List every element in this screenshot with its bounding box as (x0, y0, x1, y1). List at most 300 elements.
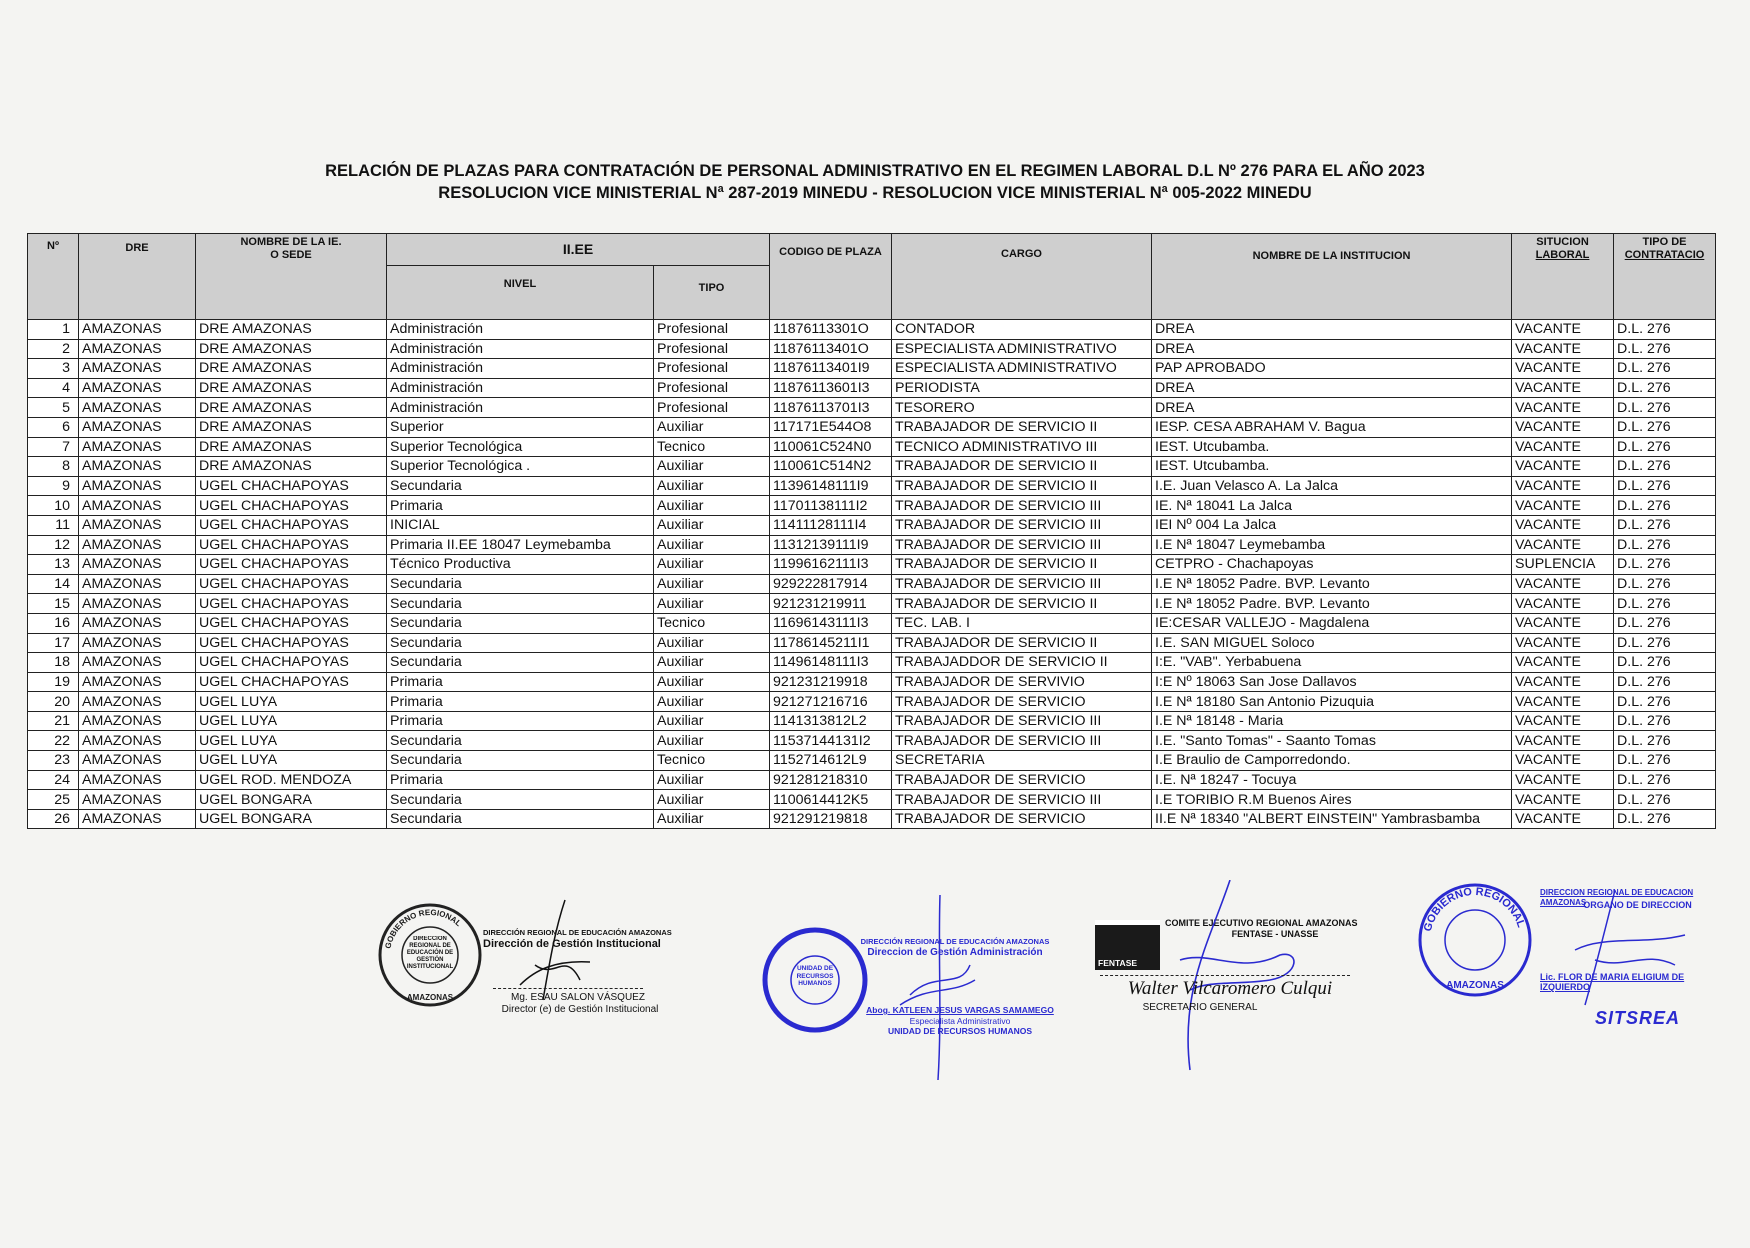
table-row (28, 515, 1716, 535)
row-situacion: VACANTE (1512, 417, 1614, 437)
row-tipo: Tecnico (654, 751, 770, 771)
row-dre: AMAZONAS (79, 751, 196, 771)
row-situacion: VACANTE (1512, 594, 1614, 614)
row-situacion: VACANTE (1512, 751, 1614, 771)
signature-block-2 (760, 895, 1060, 1085)
row-cargo: TRABAJADOR DE SERVICIO III (892, 496, 1152, 516)
row-dre: AMAZONAS (79, 437, 196, 457)
row-dre: AMAZONAS (79, 378, 196, 398)
row-sede: DRE AMAZONAS (196, 339, 387, 359)
row-situacion: VACANTE (1512, 320, 1614, 340)
table-row (28, 692, 1716, 712)
sig2-office-line1: DIRECCIÓN REGIONAL DE EDUCACIÓN AMAZONAS (860, 937, 1050, 946)
row-institucion: DREA (1152, 398, 1512, 418)
row-situacion: VACANTE (1512, 515, 1614, 535)
row-situacion: VACANTE (1512, 711, 1614, 731)
row-contratacion: D.L. 276 (1614, 751, 1716, 771)
sig3-org-line2: FENTASE - UNASSE (1231, 929, 1319, 939)
row-cargo: TRABAJADOR DE SERVICIO II (892, 555, 1152, 575)
row-nivel: Secundaria (387, 594, 654, 614)
row-nivel: Secundaria (387, 751, 654, 771)
row-situacion: VACANTE (1512, 476, 1614, 496)
row-sede: UGEL LUYA (196, 751, 387, 771)
row-num: 9 (28, 476, 79, 496)
row-tipo: Tecnico (654, 613, 770, 633)
row-nivel: Administración (387, 378, 654, 398)
row-dre: AMAZONAS (79, 574, 196, 594)
table-body (28, 320, 1716, 829)
row-dre: AMAZONAS (79, 711, 196, 731)
row-cargo: TRABAJADOR DE SERVICIO (892, 809, 1152, 829)
row-dre: AMAZONAS (79, 359, 196, 379)
seal4-ring-text: GOBIERNO REGIONAL (1421, 885, 1528, 933)
row-situacion: VACANTE (1512, 398, 1614, 418)
table-row (28, 320, 1716, 340)
header-situacion-line2: LABORAL (1535, 249, 1590, 261)
header-institucion: NOMBRE DE LA INSTITUCION (1152, 234, 1512, 320)
row-contratacion: D.L. 276 (1614, 790, 1716, 810)
row-nivel: Secundaria (387, 731, 654, 751)
row-nivel: Administración (387, 398, 654, 418)
row-sede: DRE AMAZONAS (196, 417, 387, 437)
table-row (28, 535, 1716, 555)
row-codigo: 11696143111I3 (770, 613, 892, 633)
sig1-line (493, 988, 643, 989)
row-sede: UGEL BONGARA (196, 790, 387, 810)
row-num: 15 (28, 594, 79, 614)
header-tipo: TIPO (654, 266, 770, 320)
table-row (28, 790, 1716, 810)
row-sede: UGEL CHACHAPOYAS (196, 574, 387, 594)
row-situacion: VACANTE (1512, 653, 1614, 673)
sig3-org-line1: COMITE EJECUTIVO REGIONAL AMAZONAS (1165, 918, 1358, 928)
row-num: 10 (28, 496, 79, 516)
header-codigo: CODIGO DE PLAZA (770, 234, 892, 320)
header-num: Nº (28, 234, 79, 320)
row-situacion: VACANTE (1512, 574, 1614, 594)
row-num: 8 (28, 457, 79, 477)
row-codigo: 110061C524N0 (770, 437, 892, 457)
row-institucion: DREA (1152, 378, 1512, 398)
row-tipo: Auxiliar (654, 476, 770, 496)
row-codigo: 1141313812L2 (770, 711, 892, 731)
row-cargo: TRABAJADOR DE SERVICIO III (892, 574, 1152, 594)
row-situacion: VACANTE (1512, 770, 1614, 790)
row-nivel: Secundaria (387, 476, 654, 496)
row-sede: DRE AMAZONAS (196, 359, 387, 379)
row-tipo: Auxiliar (654, 770, 770, 790)
row-dre: AMAZONAS (79, 692, 196, 712)
header-sede-line1: NOMBRE DE LA IE. (240, 236, 342, 248)
row-sede: UGEL LUYA (196, 731, 387, 751)
row-situacion: VACANTE (1512, 790, 1614, 810)
row-cargo: TRABAJADOR DE SERVICIO (892, 692, 1152, 712)
row-institucion: I.E Nª 18047 Leymebamba (1152, 535, 1512, 555)
row-tipo: Auxiliar (654, 731, 770, 751)
row-sede: UGEL LUYA (196, 692, 387, 712)
row-cargo: TRABAJADOR DE SERVICIO II (892, 417, 1152, 437)
row-tipo: Profesional (654, 320, 770, 340)
row-contratacion: D.L. 276 (1614, 339, 1716, 359)
row-institucion: I.E. Nª 18247 - Tocuya (1152, 770, 1512, 790)
header-contratacion-line2: CONTRATACIO (1624, 249, 1705, 261)
row-cargo: PERIODISTA (892, 378, 1152, 398)
table-row (28, 672, 1716, 692)
signature-block-1 (375, 880, 675, 1030)
row-codigo: 11876113601I3 (770, 378, 892, 398)
row-codigo: 11411128111I4 (770, 515, 892, 535)
row-sede: DRE AMAZONAS (196, 437, 387, 457)
row-dre: AMAZONAS (79, 633, 196, 653)
row-nivel: Primaria (387, 672, 654, 692)
row-dre: AMAZONAS (79, 320, 196, 340)
row-num: 24 (28, 770, 79, 790)
row-tipo: Auxiliar (654, 809, 770, 829)
row-sede: UGEL CHACHAPOYAS (196, 496, 387, 516)
row-nivel: Administración (387, 339, 654, 359)
document-title (0, 160, 1750, 204)
row-codigo: 11786145211I1 (770, 633, 892, 653)
row-tipo: Auxiliar (654, 535, 770, 555)
row-tipo: Tecnico (654, 437, 770, 457)
row-num: 7 (28, 437, 79, 457)
table-row (28, 731, 1716, 751)
row-contratacion: D.L. 276 (1614, 731, 1716, 751)
row-tipo: Auxiliar (654, 417, 770, 437)
row-tipo: Auxiliar (654, 515, 770, 535)
row-contratacion: D.L. 276 (1614, 320, 1716, 340)
row-codigo: 921281218310 (770, 770, 892, 790)
row-nivel: Superior Tecnológica . (387, 457, 654, 477)
sig4-name: Lic. FLOR DE MARIA ELIGIUM DE IZQUIERDO (1540, 972, 1685, 992)
header-sede (196, 234, 387, 320)
row-codigo: 11396148111I9 (770, 476, 892, 496)
header-contratacion (1614, 234, 1716, 320)
row-situacion: VACANTE (1512, 496, 1614, 516)
row-cargo: TRABAJADOR DE SERVICIO III (892, 535, 1152, 555)
row-institucion: IEI Nº 004 La Jalca (1152, 515, 1512, 535)
row-situacion: VACANTE (1512, 378, 1614, 398)
row-nivel: Superior (387, 417, 654, 437)
row-contratacion: D.L. 276 (1614, 457, 1716, 477)
header-contratacion-line1: TIPO DE (1642, 236, 1687, 248)
row-situacion: VACANTE (1512, 613, 1614, 633)
row-num: 4 (28, 378, 79, 398)
row-institucion: I.E Braulio de Camporredondo. (1152, 751, 1512, 771)
row-codigo: 921231219918 (770, 672, 892, 692)
table-row (28, 417, 1716, 437)
row-institucion: DREA (1152, 339, 1512, 359)
row-contratacion: D.L. 276 (1614, 594, 1716, 614)
row-tipo: Profesional (654, 359, 770, 379)
row-dre: AMAZONAS (79, 672, 196, 692)
row-dre: AMAZONAS (79, 398, 196, 418)
sig1-office-line1: DIRECCIÓN REGIONAL DE EDUCACIÓN AMAZONAS (483, 928, 672, 937)
table-row (28, 378, 1716, 398)
sig2-role-line2: UNIDAD DE RECURSOS HUMANOS (887, 1026, 1033, 1036)
row-sede: UGEL CHACHAPOYAS (196, 613, 387, 633)
row-sede: DRE AMAZONAS (196, 457, 387, 477)
sig1-name: Mg. ESAU SALON VÁSQUEZ (511, 992, 645, 1003)
row-tipo: Auxiliar (654, 672, 770, 692)
row-cargo: TRABAJADOR DE SERVICIO II (892, 633, 1152, 653)
row-situacion: VACANTE (1512, 809, 1614, 829)
table-row (28, 711, 1716, 731)
row-codigo: 929222817914 (770, 574, 892, 594)
row-cargo: ESPECIALISTA ADMINISTRATIVO (892, 339, 1152, 359)
row-contratacion: D.L. 276 (1614, 437, 1716, 457)
fentase-logo-text: FENTASE (1098, 958, 1138, 968)
row-dre: AMAZONAS (79, 417, 196, 437)
title-line-1: RELACIÓN DE PLAZAS PARA CONTRATACIÓN DE PERSONAL ADMINISTRATIVO EN EL REGIMEN LABORAL D.L Nº 276 PARA EL AÑO 2023 (325, 162, 1425, 180)
row-institucion: II.E Nª 18340 "ALBERT EINSTEIN" Yambrasbamba (1152, 809, 1512, 829)
row-nivel: Primaria (387, 496, 654, 516)
row-contratacion: D.L. 276 (1614, 359, 1716, 379)
sig1-office-line2: Dirección de Gestión Institucional (483, 938, 661, 950)
row-sede: UGEL ROD. MENDOZA (196, 770, 387, 790)
row-num: 13 (28, 555, 79, 575)
table-row (28, 457, 1716, 477)
row-num: 5 (28, 398, 79, 418)
row-institucion: DREA (1152, 320, 1512, 340)
row-nivel: Secundaria (387, 574, 654, 594)
row-dre: AMAZONAS (79, 555, 196, 575)
row-tipo: Profesional (654, 339, 770, 359)
signature-block-4 (1415, 870, 1735, 1040)
table-row (28, 555, 1716, 575)
table-row (28, 359, 1716, 379)
header-nivel: NIVEL (387, 266, 654, 320)
row-tipo: Auxiliar (654, 555, 770, 575)
row-codigo: 11496148111I3 (770, 653, 892, 673)
table-row (28, 594, 1716, 614)
row-nivel: Administración (387, 320, 654, 340)
signature-block-3 (1090, 880, 1390, 1080)
row-sede: UGEL BONGARA (196, 809, 387, 829)
sig2-name: Abog. KATLEEN JESUS VARGAS SAMAMEGO (866, 1005, 1054, 1015)
header-sede-line2: O SEDE (270, 249, 312, 261)
row-institucion: I.E. "Santo Tomas" - Saanto Tomas (1152, 731, 1512, 751)
row-situacion: VACANTE (1512, 339, 1614, 359)
row-institucion: IEST. Utcubamba. (1152, 437, 1512, 457)
row-nivel: Primaria (387, 692, 654, 712)
row-institucion: I:E. "VAB". Yerbabuena (1152, 653, 1512, 673)
row-nivel: Técnico Productiva (387, 555, 654, 575)
table-row (28, 751, 1716, 771)
row-nivel: Superior Tecnológica (387, 437, 654, 457)
row-codigo: 11701138111I2 (770, 496, 892, 516)
row-situacion: VACANTE (1512, 457, 1614, 477)
seal-gobierno-regional-4 (1415, 880, 1535, 1000)
row-situacion: VACANTE (1512, 672, 1614, 692)
row-sede: UGEL CHACHAPOYAS (196, 633, 387, 653)
seal2-center-text: UNIDAD DE RECURSOS HUMANOS (796, 965, 834, 987)
row-institucion: CETPRO - Chachapoyas (1152, 555, 1512, 575)
row-sede: DRE AMAZONAS (196, 398, 387, 418)
seal-center-text: DIRECCIÓN REGIONAL DE EDUCACIÓN DE GESTIÓN INSTITUCIONAL (406, 936, 454, 970)
row-nivel: Secundaria (387, 613, 654, 633)
row-situacion: VACANTE (1512, 359, 1614, 379)
row-cargo: TRABAJADOR DE SERVICIO III (892, 515, 1152, 535)
table-row (28, 437, 1716, 457)
row-dre: AMAZONAS (79, 809, 196, 829)
seal4-bottom-text: AMAZONAS (1446, 980, 1504, 991)
row-institucion: I.E. SAN MIGUEL Soloco (1152, 633, 1512, 653)
sig3-role: SECRETARIO GENERAL (1142, 1002, 1258, 1013)
header-cargo: CARGO (892, 234, 1152, 320)
row-contratacion: D.L. 276 (1614, 770, 1716, 790)
row-num: 1 (28, 320, 79, 340)
row-dre: AMAZONAS (79, 457, 196, 477)
row-institucion: IESP. CESA ABRAHAM V. Bagua (1152, 417, 1512, 437)
row-tipo: Profesional (654, 378, 770, 398)
row-num: 25 (28, 790, 79, 810)
row-contratacion: D.L. 276 (1614, 692, 1716, 712)
row-nivel: INICIAL (387, 515, 654, 535)
table-row (28, 809, 1716, 829)
row-tipo: Auxiliar (654, 594, 770, 614)
sig2-role-line1: Especialista Administrativo (909, 1016, 1011, 1026)
row-sede: UGEL CHACHAPOYAS (196, 653, 387, 673)
row-codigo: 11312139111I9 (770, 535, 892, 555)
row-tipo: Auxiliar (654, 633, 770, 653)
row-num: 26 (28, 809, 79, 829)
row-institucion: I.E. Juan Velasco A. La Jalca (1152, 476, 1512, 496)
row-num: 3 (28, 359, 79, 379)
row-cargo: TECNICO ADMINISTRATIVO III (892, 437, 1152, 457)
row-tipo: Auxiliar (654, 496, 770, 516)
row-contratacion: D.L. 276 (1614, 496, 1716, 516)
row-nivel: Primaria II.EE 18047 Leymebamba (387, 535, 654, 555)
row-num: 18 (28, 653, 79, 673)
row-codigo: 11876113401I9 (770, 359, 892, 379)
sig4-handwritten-note: SITSREA (1595, 1008, 1681, 1028)
row-cargo: TRABAJADOR DE SERVICIO III (892, 731, 1152, 751)
row-codigo: 11537144131I2 (770, 731, 892, 751)
row-codigo: 11876113401O (770, 339, 892, 359)
row-dre: AMAZONAS (79, 515, 196, 535)
row-cargo: TRABAJADOR DE SERVICIO II (892, 476, 1152, 496)
row-num: 6 (28, 417, 79, 437)
row-dre: AMAZONAS (79, 653, 196, 673)
row-institucion: I:E Nº 18063 San Jose Dallavos (1152, 672, 1512, 692)
row-contratacion: D.L. 276 (1614, 535, 1716, 555)
row-nivel: Secundaria (387, 633, 654, 653)
row-num: 22 (28, 731, 79, 751)
sig3-line (1100, 975, 1350, 976)
row-institucion: I.E Nª 18052 Padre. BVP. Levanto (1152, 574, 1512, 594)
row-codigo: 117171E544O8 (770, 417, 892, 437)
row-num: 20 (28, 692, 79, 712)
row-dre: AMAZONAS (79, 770, 196, 790)
row-cargo: TRABAJADOR DE SERVICIO III (892, 790, 1152, 810)
row-cargo: ESPECIALISTA ADMINISTRATIVO (892, 359, 1152, 379)
row-contratacion: D.L. 276 (1614, 555, 1716, 575)
table-row (28, 574, 1716, 594)
row-cargo: TEC. LAB. I (892, 613, 1152, 633)
row-tipo: Auxiliar (654, 711, 770, 731)
row-institucion: IE. Nª 18041 La Jalca (1152, 496, 1512, 516)
row-nivel: Primaria (387, 770, 654, 790)
row-sede: UGEL CHACHAPOYAS (196, 672, 387, 692)
row-num: 2 (28, 339, 79, 359)
row-codigo: 11876113701I3 (770, 398, 892, 418)
row-contratacion: D.L. 276 (1614, 613, 1716, 633)
row-contratacion: D.L. 276 (1614, 378, 1716, 398)
table-row (28, 653, 1716, 673)
row-dre: AMAZONAS (79, 613, 196, 633)
row-institucion: IEST. Utcubamba. (1152, 457, 1512, 477)
row-contratacion: D.L. 276 (1614, 417, 1716, 437)
row-codigo: 921231219911 (770, 594, 892, 614)
row-nivel: Secundaria (387, 653, 654, 673)
row-tipo: Auxiliar (654, 653, 770, 673)
row-cargo: TRABAJADOR DE SERVIVIO (892, 672, 1152, 692)
row-tipo: Auxiliar (654, 574, 770, 594)
row-contratacion: D.L. 276 (1614, 476, 1716, 496)
row-contratacion: D.L. 276 (1614, 398, 1716, 418)
row-num: 17 (28, 633, 79, 653)
sig2-handwritten-signature-icon (880, 895, 990, 1085)
title-line-2: RESOLUCION VICE MINISTERIAL Nª 287-2019 MINEDU - RESOLUCION VICE MINISTERIAL Nª 005-2022 MINEDU (438, 184, 1312, 202)
row-dre: AMAZONAS (79, 535, 196, 555)
row-contratacion: D.L. 276 (1614, 653, 1716, 673)
header-dre: DRE (79, 234, 196, 320)
row-nivel: Secundaria (387, 809, 654, 829)
table-row (28, 496, 1716, 516)
sig3-name: Walter Vilcaromero Culqui (1127, 978, 1333, 999)
seal-ring-text: GOBIERNO REGIONAL (383, 907, 464, 950)
row-num: 14 (28, 574, 79, 594)
row-codigo: 1100614412K5 (770, 790, 892, 810)
row-tipo: Auxiliar (654, 457, 770, 477)
table-row (28, 633, 1716, 653)
row-nivel: Primaria (387, 711, 654, 731)
row-sede: UGEL CHACHAPOYAS (196, 555, 387, 575)
row-cargo: TESORERO (892, 398, 1152, 418)
row-situacion: SUPLENCIA (1512, 555, 1614, 575)
row-contratacion: D.L. 276 (1614, 574, 1716, 594)
row-cargo: TRABAJADOR DE SERVICIO (892, 770, 1152, 790)
table-row (28, 339, 1716, 359)
row-dre: AMAZONAS (79, 476, 196, 496)
plazas-table (27, 233, 1716, 829)
sig4-office-line1: DIRECCION REGIONAL DE EDUCACION AMAZONAS (1540, 888, 1694, 907)
row-contratacion: D.L. 276 (1614, 711, 1716, 731)
row-sede: DRE AMAZONAS (196, 320, 387, 340)
row-codigo: 1152714612L9 (770, 751, 892, 771)
row-institucion: PAP APROBADO (1152, 359, 1512, 379)
row-codigo: 921291219818 (770, 809, 892, 829)
row-codigo: 11876113301O (770, 320, 892, 340)
row-num: 12 (28, 535, 79, 555)
row-num: 11 (28, 515, 79, 535)
seal-recursos-humanos (760, 925, 870, 1035)
row-cargo: TRABAJADOR DE SERVICIO II (892, 594, 1152, 614)
row-dre: AMAZONAS (79, 339, 196, 359)
row-situacion: VACANTE (1512, 633, 1614, 653)
row-cargo: TRABAJADOR DE SERVICIO III (892, 711, 1152, 731)
row-sede: UGEL CHACHAPOYAS (196, 594, 387, 614)
row-institucion: I.E TORIBIO R.M Buenos Aires (1152, 790, 1512, 810)
row-institucion: IE:CESAR VALLEJO - Magdalena (1152, 613, 1512, 633)
row-contratacion: D.L. 276 (1614, 515, 1716, 535)
row-dre: AMAZONAS (79, 594, 196, 614)
row-institucion: I.E Nª 18052 Padre. BVP. Levanto (1152, 594, 1512, 614)
sig4-handwritten-signature-icon (1565, 890, 1705, 1010)
row-nivel: Secundaria (387, 790, 654, 810)
row-dre: AMAZONAS (79, 496, 196, 516)
